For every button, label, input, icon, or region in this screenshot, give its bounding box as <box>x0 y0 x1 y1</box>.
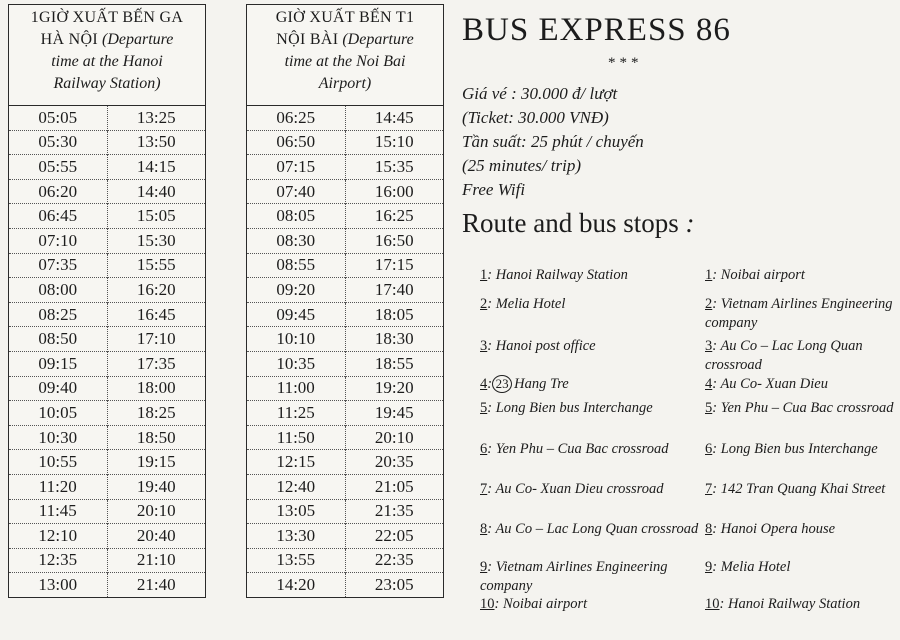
stop-number: 1 <box>480 267 488 283</box>
stop-row <box>480 595 900 625</box>
noibai-departure-time-cell: 08:30 <box>247 228 346 253</box>
noibai-table-header <box>247 5 444 106</box>
return-stop: 1: Noibai airport <box>705 267 805 283</box>
noibai-departure-time-cell: 12:40 <box>247 474 346 499</box>
stop-number: 6 <box>480 441 488 457</box>
noibai-departure-time-cell: 08:05 <box>247 204 346 229</box>
frequency-vn: Tần suất: 25 phút / chuyến <box>462 132 644 151</box>
stop-number: 7 <box>480 481 488 497</box>
stop-number: 5 <box>480 400 488 416</box>
noibai-departure-row <box>247 278 444 303</box>
stop-name: Hanoi Railway Station <box>727 596 861 612</box>
noibai-departure-row <box>247 351 444 376</box>
return-stop: 5: Yen Phu – Cua Bac crossroad <box>705 400 894 416</box>
noibai-departure-time-cell: 20:10 <box>345 425 444 450</box>
stop-number: 9 <box>705 559 713 575</box>
hanoi-header-en-c: Railway Station) <box>53 75 161 92</box>
noibai-departure-row <box>247 376 444 401</box>
hanoi-departure-time-cell: 11:45 <box>9 499 108 524</box>
hanoi-departure-row <box>9 106 206 131</box>
noibai-departure-time-cell: 21:35 <box>345 499 444 524</box>
return-stop: 9: Melia Hotel <box>705 559 791 575</box>
stop-name: Vietnam Airlines Engineering company <box>480 559 668 594</box>
hanoi-table-header <box>9 5 206 106</box>
hanoi-departure-time-cell: 09:15 <box>9 351 108 376</box>
noibai-departure-row <box>247 179 444 204</box>
hanoi-departure-time-cell: 10:05 <box>9 401 108 426</box>
hanoi-departure-row <box>9 573 206 598</box>
noibai-departure-row <box>247 204 444 229</box>
noibai-departure-time-cell: 11:25 <box>247 401 346 426</box>
noibai-departure-time-cell: 21:05 <box>345 474 444 499</box>
stop-number: 8 <box>705 521 713 537</box>
stop-number: 2 <box>480 296 488 312</box>
hanoi-departure-time-cell: 18:25 <box>107 401 206 426</box>
noibai-departure-row <box>247 474 444 499</box>
stop-name: Noibai airport <box>720 267 805 283</box>
hanoi-departure-time-cell: 21:40 <box>107 573 206 598</box>
noibai-departure-time-cell: 19:45 <box>345 401 444 426</box>
stop-name: Au Co – Lac Long Quan crossroad <box>495 521 699 537</box>
stop-name: Noibai airport <box>502 596 588 612</box>
noibai-departure-time-cell: 11:50 <box>247 425 346 450</box>
noibai-departure-time-cell: 13:30 <box>247 524 346 549</box>
hanoi-departure-time-cell: 13:50 <box>107 130 206 155</box>
noibai-departure-time-cell: 14:45 <box>345 106 444 131</box>
noibai-departure-time-cell: 06:50 <box>247 130 346 155</box>
outbound-stop: 7: Au Co- Xuan Dieu crossroad <box>480 481 664 497</box>
stop-name: Au Co – Lac Long Quan crossroad <box>705 338 863 373</box>
stop-number: 3 <box>480 338 488 354</box>
stop-number: 4 <box>705 376 713 392</box>
noibai-header-vn-2: NỘI BÀI <box>276 31 339 48</box>
noibai-header-en-b: time at the Noi Bai <box>284 53 406 70</box>
stop-name: Au Co- Xuan Dieu crossroad <box>495 481 664 497</box>
hanoi-departure-row <box>9 450 206 475</box>
hanoi-departure-row <box>9 401 206 426</box>
stop-row <box>480 399 900 440</box>
hanoi-departure-row <box>9 524 206 549</box>
noibai-departure-time-cell: 13:05 <box>247 499 346 524</box>
hanoi-header-en-b: time at the Hanoi <box>51 53 163 70</box>
ticket-price-vn: Giá vé : 30.000 đ/ lượt <box>462 84 618 103</box>
stop-row <box>480 440 900 480</box>
noibai-departure-time-cell: 22:35 <box>345 548 444 573</box>
hanoi-departure-time-cell: 14:15 <box>107 155 206 180</box>
hanoi-departure-time-cell: 11:20 <box>9 474 108 499</box>
noibai-header-en-a: (Departure <box>338 31 414 48</box>
hanoi-departure-time-cell: 15:30 <box>107 228 206 253</box>
noibai-departure-time-cell: 15:10 <box>345 130 444 155</box>
noibai-departure-time-cell: 16:00 <box>345 179 444 204</box>
hanoi-departure-row <box>9 278 206 303</box>
noibai-departure-time-cell: 13:55 <box>247 548 346 573</box>
noibai-departure-row <box>247 106 444 131</box>
noibai-departure-time-cell: 11:00 <box>247 376 346 401</box>
frequency-en: (25 minutes/ trip) <box>462 156 581 175</box>
hanoi-departure-time-cell: 18:00 <box>107 376 206 401</box>
stop-name: Long Bien bus Interchange <box>495 400 653 416</box>
route-heading <box>462 208 892 238</box>
hanoi-departure-row <box>9 351 206 376</box>
hanoi-departure-time-cell: 08:00 <box>9 278 108 303</box>
stop-number: 5 <box>705 400 713 416</box>
hanoi-departure-row <box>9 155 206 180</box>
noibai-departure-time-cell: 17:15 <box>345 253 444 278</box>
hanoi-departure-time-cell: 12:35 <box>9 548 108 573</box>
noibai-departure-time-cell: 07:40 <box>247 179 346 204</box>
noibai-departure-row <box>247 327 444 352</box>
hanoi-departure-time-cell: 10:30 <box>9 425 108 450</box>
bus-info-panel <box>462 10 892 248</box>
stop-number: 1 <box>705 267 713 283</box>
noibai-departure-time-cell: 20:35 <box>345 450 444 475</box>
hanoi-departure-row <box>9 253 206 278</box>
noibai-departure-row <box>247 302 444 327</box>
noibai-departure-time-cell: 22:05 <box>345 524 444 549</box>
return-stop: 7: 142 Tran Quang Khai Street <box>705 481 886 497</box>
noibai-departure-row <box>247 253 444 278</box>
noibai-departure-time-cell: 18:55 <box>345 351 444 376</box>
noibai-departure-time-cell: 14:20 <box>247 573 346 598</box>
hanoi-departure-row <box>9 425 206 450</box>
page-title: BUS EXPRESS 86 <box>462 12 731 48</box>
noibai-departure-time-cell: 15:35 <box>345 155 444 180</box>
return-stop: 6: Long Bien bus Interchange <box>705 441 878 457</box>
stop-number: 8 <box>480 521 488 537</box>
hanoi-departure-time-cell: 19:15 <box>107 450 206 475</box>
noibai-departure-time-cell: 12:15 <box>247 450 346 475</box>
hanoi-departure-time-cell: 05:30 <box>9 130 108 155</box>
noibai-departure-row <box>247 130 444 155</box>
stop-name: Vietnam Airlines Engineering company <box>705 296 893 331</box>
stop-row <box>480 480 900 520</box>
noibai-departure-row <box>247 548 444 573</box>
noibai-departure-time-cell: 18:05 <box>345 302 444 327</box>
outbound-stop: 3: Hanoi post office <box>480 338 596 354</box>
outbound-stop: 4: 23 Hang Tre <box>480 376 569 392</box>
hanoi-departure-time-cell: 15:55 <box>107 253 206 278</box>
stop-number: 9 <box>480 559 488 575</box>
route-heading-text: Route and bus stops <box>462 208 679 238</box>
noibai-table-body <box>247 106 444 598</box>
hanoi-departure-time-cell: 14:40 <box>107 179 206 204</box>
free-wifi: Free Wifi <box>462 180 526 199</box>
hanoi-table-body <box>9 106 206 598</box>
return-stop: 2: Vietnam Airlines Engineering company <box>705 296 893 331</box>
hanoi-departure-time-cell: 12:10 <box>9 524 108 549</box>
outbound-stop: 10: Noibai airport <box>480 596 588 612</box>
noibai-departure-time-cell: 08:55 <box>247 253 346 278</box>
hanoi-header-vn-2: HÀ NỘI <box>40 31 98 48</box>
noibai-departure-time-cell: 16:50 <box>345 228 444 253</box>
hanoi-departure-time-cell: 06:45 <box>9 204 108 229</box>
noibai-departure-time-cell: 10:10 <box>247 327 346 352</box>
noibai-departure-row <box>247 401 444 426</box>
noibai-departure-time-cell: 16:25 <box>345 204 444 229</box>
stop-number: 4 <box>480 376 488 392</box>
hanoi-header-en-a: (Departure <box>97 31 174 48</box>
ticket-price-en: (Ticket: 30.000 VNĐ) <box>462 108 609 127</box>
hanoi-departure-time-cell: 16:45 <box>107 302 206 327</box>
noibai-departure-time-cell: 19:20 <box>345 376 444 401</box>
route-heading-colon: : <box>678 208 695 238</box>
noibai-departure-time-cell: 07:15 <box>247 155 346 180</box>
stop-name: Hanoi Railway Station <box>495 267 628 283</box>
noibai-departure-time-cell: 18:30 <box>345 327 444 352</box>
outbound-stop: 6: Yen Phu – Cua Bac crossroad <box>480 441 669 457</box>
stop-number: 7 <box>705 481 713 497</box>
return-stop: 10: Hanoi Railway Station <box>705 596 861 612</box>
stop-row <box>480 520 900 558</box>
stop-number: 2 <box>705 296 713 312</box>
hanoi-departure-time-cell: 18:50 <box>107 425 206 450</box>
noibai-departure-time-cell: 10:35 <box>247 351 346 376</box>
hanoi-departure-row <box>9 327 206 352</box>
hanoi-departure-row <box>9 376 206 401</box>
noibai-departure-row <box>247 573 444 598</box>
outbound-stop: 5: Long Bien bus Interchange <box>480 400 653 416</box>
hanoi-departure-time-cell: 05:05 <box>9 106 108 131</box>
hanoi-departure-time-cell: 05:55 <box>9 155 108 180</box>
outbound-stop: 8: Au Co – Lac Long Quan crossroad <box>480 521 699 537</box>
noibai-departure-row <box>247 155 444 180</box>
hanoi-departure-time-cell: 17:35 <box>107 351 206 376</box>
hanoi-departure-time-cell: 10:55 <box>9 450 108 475</box>
hanoi-departure-row <box>9 179 206 204</box>
hanoi-departure-time-cell: 19:40 <box>107 474 206 499</box>
return-stop: 8: Hanoi Opera house <box>705 521 836 537</box>
hanoi-departure-row <box>9 130 206 155</box>
hanoi-departure-time-cell: 08:25 <box>9 302 108 327</box>
hanoi-departure-time-cell: 16:20 <box>107 278 206 303</box>
noibai-header-en-c: Airport) <box>318 75 372 92</box>
noibai-departure-time-cell: 23:05 <box>345 573 444 598</box>
stop-name: Melia Hotel <box>495 296 566 312</box>
hanoi-departure-row <box>9 548 206 573</box>
stop-row <box>480 295 900 337</box>
noibai-departure-row <box>247 228 444 253</box>
stop-row <box>480 558 900 595</box>
hanoi-departure-row <box>9 204 206 229</box>
stop-number: 10 <box>705 596 720 612</box>
noibai-departure-time-cell: 06:25 <box>247 106 346 131</box>
hanoi-departure-time-cell: 20:10 <box>107 499 206 524</box>
hanoi-departure-time-cell: 09:40 <box>9 376 108 401</box>
stop-name: Au Co- Xuan Dieu <box>720 376 828 392</box>
hanoi-departure-time-cell: 21:10 <box>107 548 206 573</box>
outbound-stop: 9: Vietnam Airlines Engineering company <box>480 559 668 594</box>
hanoi-departure-row <box>9 499 206 524</box>
stop-number: 10 <box>480 596 495 612</box>
stop-name: Hanoi post office <box>495 338 596 354</box>
stop-row <box>480 375 900 399</box>
hanoi-departure-time-cell: 08:50 <box>9 327 108 352</box>
noibai-header-vn-1: GIỜ XUẤT BẾN T1 <box>275 9 415 26</box>
hanoi-departure-time-cell: 06:20 <box>9 179 108 204</box>
hanoi-departure-time-cell: 17:10 <box>107 327 206 352</box>
noibai-departure-row <box>247 450 444 475</box>
hanoi-departure-row <box>9 302 206 327</box>
return-stop: 4: Au Co- Xuan Dieu <box>705 376 828 392</box>
stop-name: Hanoi Opera house <box>720 521 836 537</box>
outbound-stop: 1: Hanoi Railway Station <box>480 267 628 283</box>
hanoi-departure-row <box>9 228 206 253</box>
circled-number: 23 <box>492 375 512 393</box>
stop-number: 6 <box>705 441 713 457</box>
noibai-departure-time-cell: 17:40 <box>345 278 444 303</box>
stop-number: 3 <box>705 338 713 354</box>
bus-stops-list <box>480 266 900 625</box>
stop-name: Melia Hotel <box>720 559 791 575</box>
hanoi-header-vn-1: 1GIỜ XUẤT BẾN GA <box>30 9 184 26</box>
hanoi-departure-time-cell: 13:25 <box>107 106 206 131</box>
noibai-departure-row <box>247 499 444 524</box>
hanoi-departure-time-cell: 07:35 <box>9 253 108 278</box>
noibai-departure-row <box>247 425 444 450</box>
noibai-departure-time-cell: 09:45 <box>247 302 346 327</box>
stop-name: 142 Tran Quang Khai Street <box>720 481 886 497</box>
stop-name: Long Bien bus Interchange <box>720 441 878 457</box>
stop-name: Hang Tre <box>514 376 569 392</box>
noibai-airport-departure-table <box>246 4 444 598</box>
hanoi-departure-time-cell: 20:40 <box>107 524 206 549</box>
stop-name: Yen Phu – Cua Bac crossroad <box>495 441 669 457</box>
hanoi-station-departure-table <box>8 4 206 598</box>
outbound-stop: 2: Melia Hotel <box>480 296 566 312</box>
noibai-departure-time-cell: 09:20 <box>247 278 346 303</box>
return-stop: 3: Au Co – Lac Long Quan crossroad <box>705 338 863 373</box>
stars-divider: *** <box>608 55 643 71</box>
noibai-departure-row <box>247 524 444 549</box>
stop-row <box>480 266 900 295</box>
hanoi-departure-time-cell: 07:10 <box>9 228 108 253</box>
stop-row <box>480 337 900 375</box>
hanoi-departure-row <box>9 474 206 499</box>
hanoi-departure-time-cell: 15:05 <box>107 204 206 229</box>
stop-name: Yen Phu – Cua Bac crossroad <box>720 400 894 416</box>
hanoi-departure-time-cell: 13:00 <box>9 573 108 598</box>
